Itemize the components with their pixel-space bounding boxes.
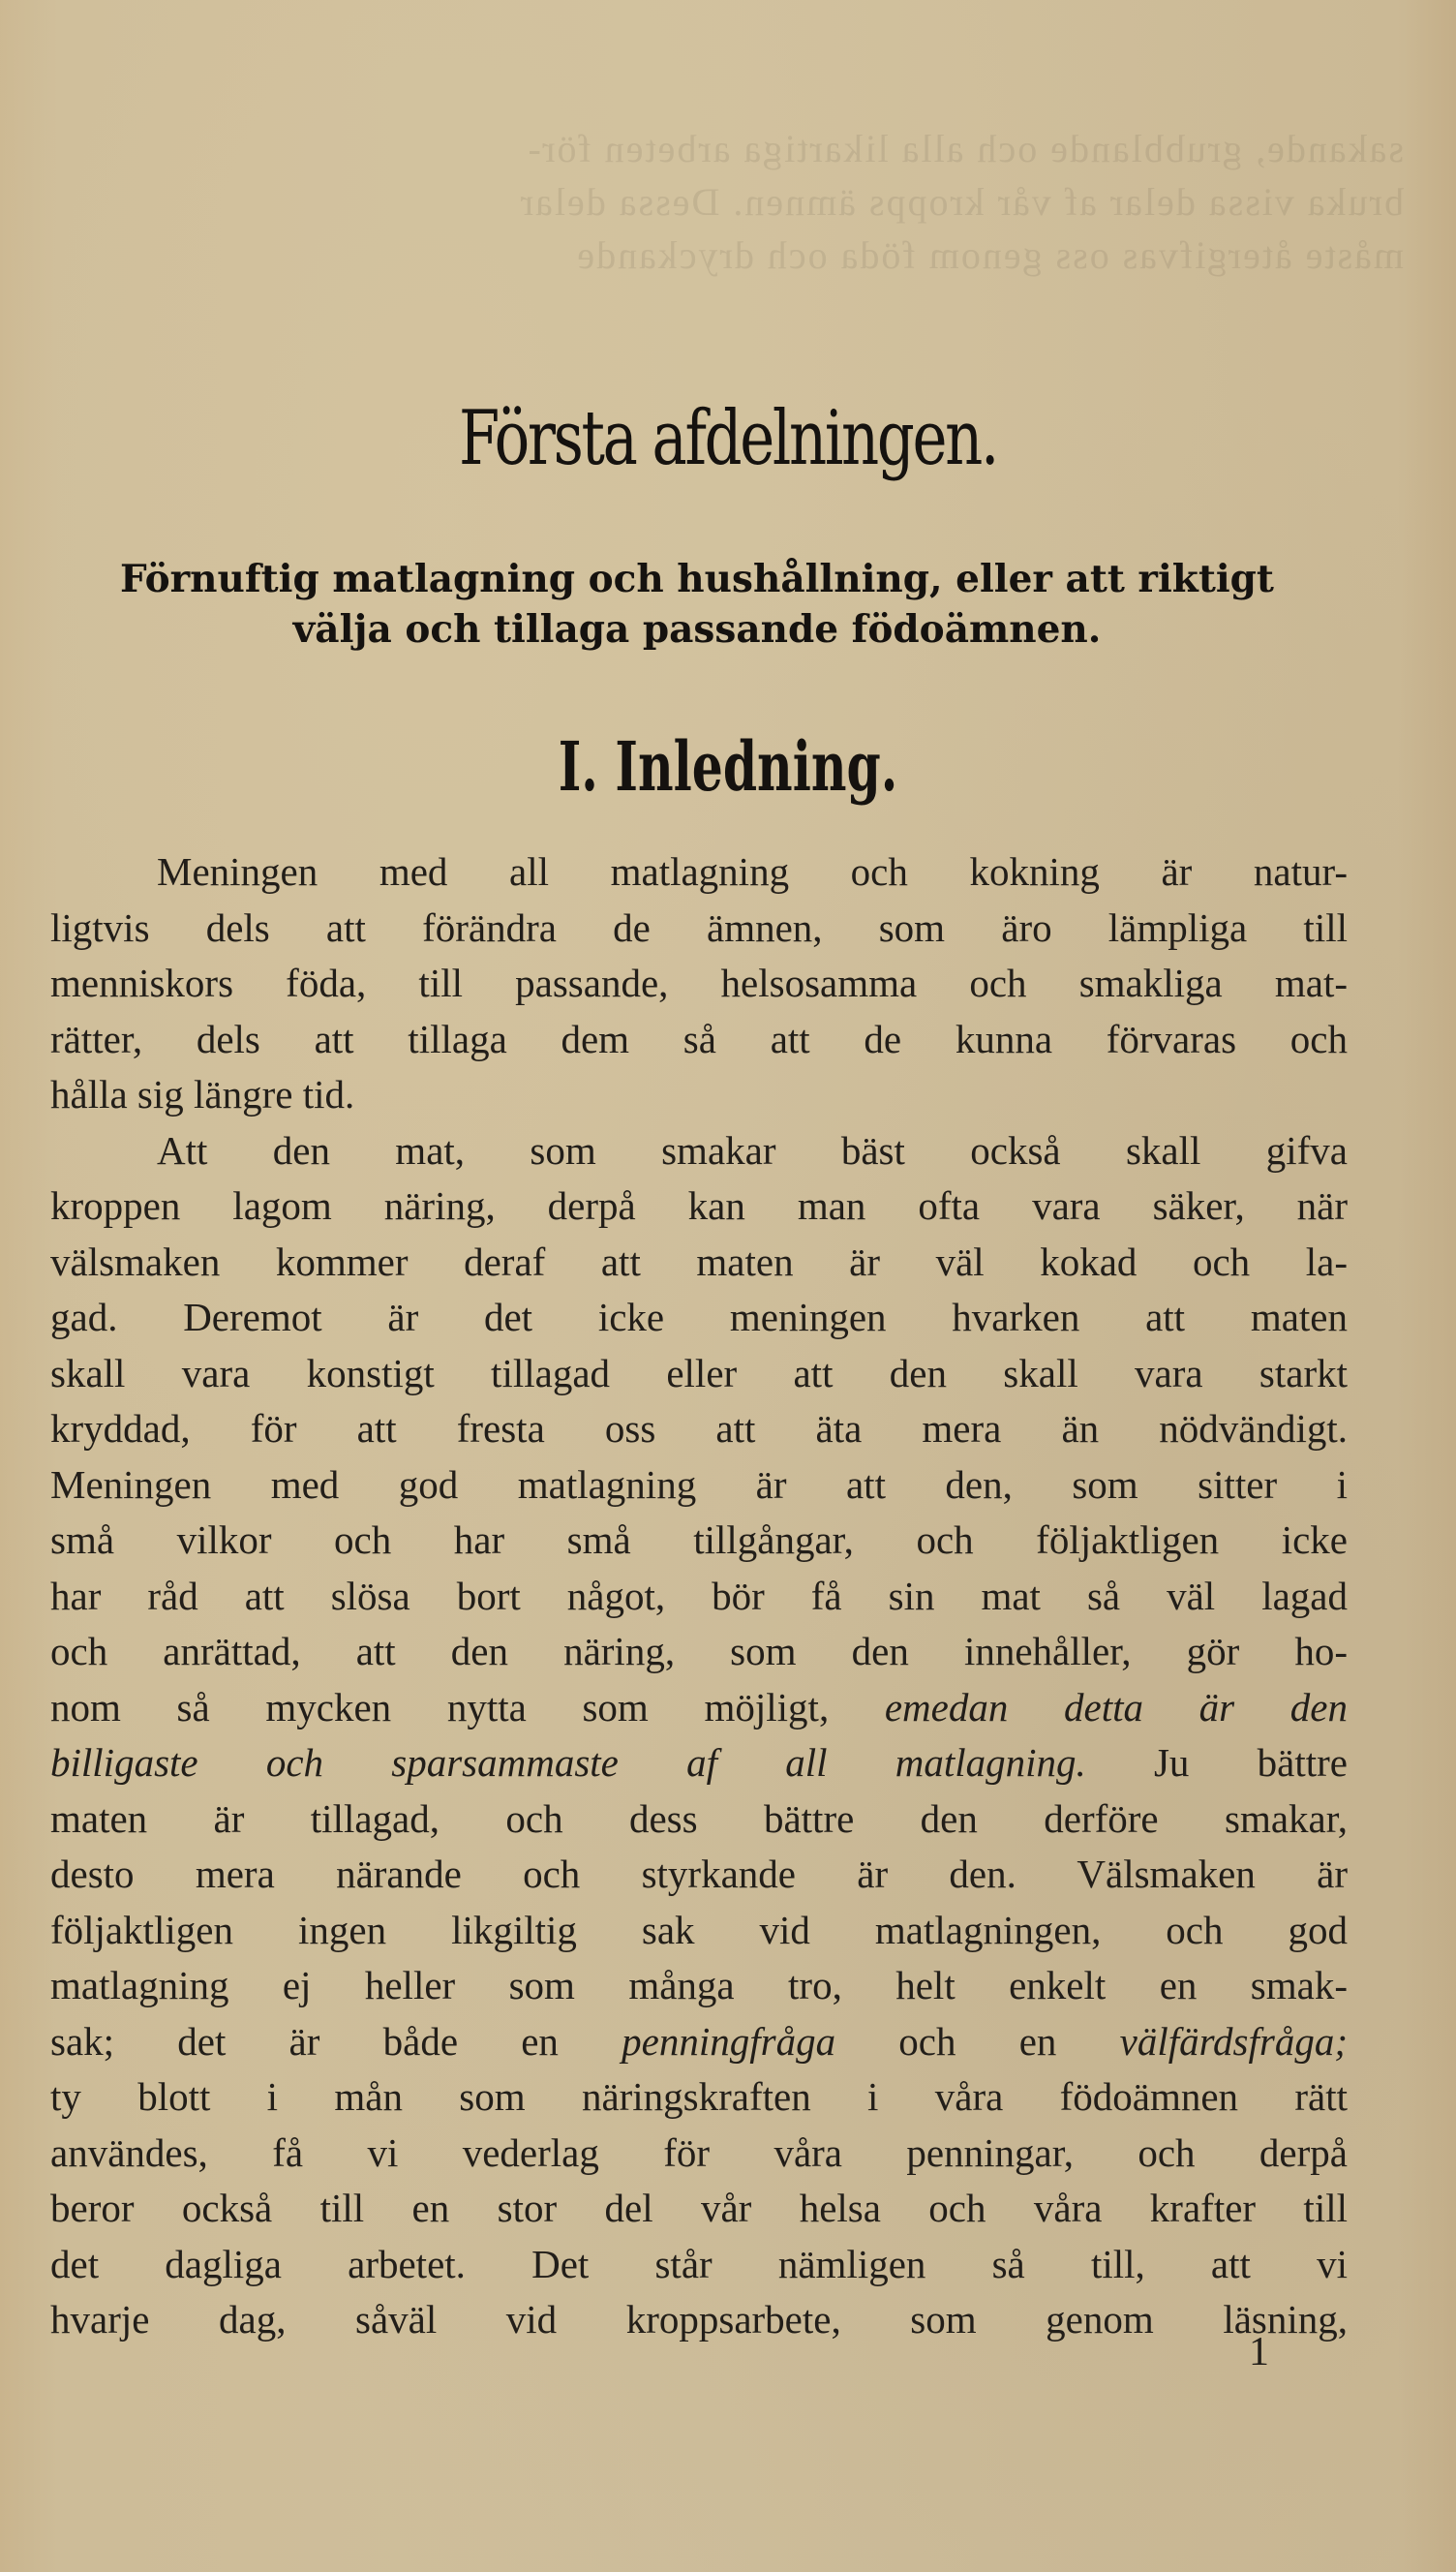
text-line: rätter, dels att tillaga dem så att de kunna förvaras och <box>50 1016 1348 1061</box>
text-line: hålla sig längre tid. <box>50 1072 355 1117</box>
text-line: ty blott i mån som näringskraften i våra födoämnen rätt <box>50 2074 1348 2119</box>
text-run: och en <box>835 2018 1120 2064</box>
body-text <box>50 844 1348 2348</box>
text-run: Ju bättre <box>1085 1740 1348 1785</box>
text-line: användes, få vi vederlag för våra penningar, och derpå <box>50 2129 1348 2175</box>
text-line: skall vara konstigt tillagad eller att den skall vara starkt <box>50 1350 1348 1395</box>
text-line: Meningen med all matlagning och kokning är natur- <box>157 849 1348 894</box>
subtitle <box>48 554 1346 655</box>
text-line: Att den mat, som smakar bäst också skall gifva <box>157 1127 1348 1173</box>
italic-run: penningfråga <box>622 2018 836 2064</box>
text-line <box>50 2014 1348 2070</box>
text-line: hvarje dag, såväl vid kroppsarbete, som genom läsning, <box>50 2297 1348 2342</box>
text-line: menniskors föda, till passande, helsosamma och smakliga mat- <box>50 961 1348 1005</box>
text-line: gad. Deremot är det icke meningen hvarken att maten <box>50 1295 1348 1339</box>
bleed-through-text: sakande, grubblande och alla likartiga arbeten för- <box>526 127 1404 170</box>
text-line: små vilkor och har små tillgångar, och följaktligen icke <box>50 1517 1348 1562</box>
text-line: följaktligen ingen likgiltig sak vid matlagningen, och god <box>50 1907 1348 1952</box>
text-line: desto mera närande och styrkande är den. Välsmaken är <box>50 1852 1348 1896</box>
text-run: nom så mycken nytta som möjligt, <box>50 1684 885 1730</box>
subtitle-line-1: Förnuftig matlagning och hushållning, eller att riktigt <box>120 557 1274 601</box>
text-line: Meningen med god matlagning är att den, som sitter i <box>50 1461 1348 1507</box>
text-line: kroppen lagom näring, derpå kan man ofta vara säker, när <box>50 1183 1348 1228</box>
text-line <box>50 1680 1348 1736</box>
text-line <box>50 1735 1348 1791</box>
text-line: har råd att slösa bort något, bör få sin mat så väl lagad <box>50 1573 1348 1618</box>
italic-run: billigaste och sparsammaste af all matlagning. <box>50 1740 1086 1785</box>
italic-run: emedan detta är den <box>884 1684 1348 1730</box>
page-title: Första afdelningen. <box>459 395 997 482</box>
text-line: beror också till en stor del vår helsa och våra krafter till <box>50 2186 1348 2230</box>
text-run: sak; det är både en <box>50 2018 622 2064</box>
bleed-through-text: bruka vissa delar af vår kropps ämnen. Dessa delar <box>518 180 1404 224</box>
text-line: matlagning ej heller som många tro, helt enkelt en smak- <box>50 1963 1348 2007</box>
text-line: det dagliga arbetet. Det står nämligen så till, att vi <box>50 2241 1348 2286</box>
text-line: maten är tillagad, och dess bättre den derföre smakar, <box>50 1795 1348 1841</box>
bleed-through-text: måste återgifvas oss genom föda och dryckande <box>575 233 1404 277</box>
text-line: ligtvis dels att förändra de ämnen, som äro lämpliga till <box>50 904 1348 950</box>
text-line: välsmaken kommer deraf att maten är väl kokad och la- <box>50 1239 1348 1284</box>
text-line: kryddad, för att fresta oss att äta mera än nödvändigt. <box>50 1406 1348 1451</box>
section-heading: I. Inledning. <box>558 726 898 807</box>
text-line: och anrättad, att den näring, som den innehåller, gör ho- <box>50 1629 1348 1673</box>
italic-run: välfärdsfråga; <box>1119 2018 1349 2064</box>
page-number: 1 <box>1249 2330 1269 2374</box>
subtitle-line-2: välja och tillaga passande födoämnen. <box>292 607 1102 652</box>
